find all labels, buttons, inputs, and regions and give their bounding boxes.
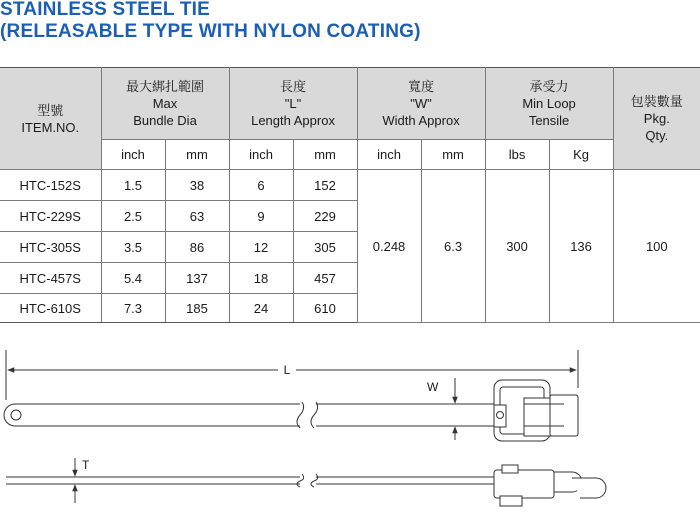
unit-tensile-kg: Kg xyxy=(549,140,613,170)
cell-length-inch: 6 xyxy=(229,170,293,201)
cell-length-mm: 610 xyxy=(293,294,357,323)
unit-tensile-lbs: lbs xyxy=(485,140,549,170)
cell-length-inch: 18 xyxy=(229,263,293,294)
cell-tensile-kg: 136 xyxy=(549,170,613,323)
cell-length-inch: 24 xyxy=(229,294,293,323)
cell-width-inch: 0.248 xyxy=(357,170,421,323)
unit-width-inch: inch xyxy=(357,140,421,170)
cell-width-mm: 6.3 xyxy=(421,170,485,323)
cell-bundle-mm: 185 xyxy=(165,294,229,323)
header-item-zh: 型號 xyxy=(37,102,64,118)
cell-length-mm: 305 xyxy=(293,232,357,263)
length-label: L xyxy=(283,363,291,377)
header-tensile-en1: Min Loop xyxy=(522,96,576,111)
header-tensile-en2: Tensile xyxy=(528,113,570,128)
cell-bundle-inch: 5.4 xyxy=(101,263,165,294)
header-qty-en2: Qty. xyxy=(645,128,669,143)
page-title-line-1: STAINLESS STEEL TIE xyxy=(0,0,211,20)
width-dimension xyxy=(440,378,494,440)
cell-bundle-mm: 86 xyxy=(165,232,229,263)
header-length-en1: "L" xyxy=(284,96,302,111)
cell-tensile-lbs: 300 xyxy=(485,170,549,323)
tie-side-view xyxy=(6,465,606,506)
cell-length-inch: 9 xyxy=(229,201,293,232)
header-tensile-zh: 承受力 xyxy=(529,79,569,94)
cell-bundle-mm: 63 xyxy=(165,201,229,232)
header-bundle xyxy=(101,68,229,140)
cell-bundle-inch: 1.5 xyxy=(101,170,165,201)
page-title-line-2: (RELEASABLE TYPE WITH NYLON COATING) xyxy=(0,21,421,42)
cell-item: HTC-610S xyxy=(0,294,101,323)
header-bundle-en2: Bundle Dia xyxy=(133,113,197,128)
cell-item: HTC-229S xyxy=(0,201,101,232)
cell-bundle-inch: 7.3 xyxy=(101,294,165,323)
header-qty-en1: Pkg. xyxy=(643,111,670,126)
thickness-label: T xyxy=(82,458,90,472)
cell-length-mm: 152 xyxy=(293,170,357,201)
header-length-zh: 長度 xyxy=(280,79,307,94)
table-row xyxy=(0,170,700,201)
cell-qty: 100 xyxy=(613,170,700,323)
header-width xyxy=(357,68,485,140)
cell-bundle-mm: 38 xyxy=(165,170,229,201)
header-bundle-zh: 最大綁扎範圍 xyxy=(126,79,205,94)
cell-bundle-inch: 3.5 xyxy=(101,232,165,263)
unit-bundle-mm: mm xyxy=(165,140,229,170)
cell-item: HTC-457S xyxy=(0,263,101,294)
cell-item: HTC-152S xyxy=(0,170,101,201)
header-width-en2: Width Approx xyxy=(382,113,460,128)
cell-bundle-inch: 2.5 xyxy=(101,201,165,232)
cell-length-inch: 12 xyxy=(229,232,293,263)
cell-item: HTC-305S xyxy=(0,232,101,263)
header-qty-zh: 包裝數量 xyxy=(630,94,683,109)
header-width-en1: "W" xyxy=(410,96,432,111)
header-width-zh: 寬度 xyxy=(408,79,435,94)
header-length-en2: Length Approx xyxy=(251,113,335,128)
header-item xyxy=(0,68,101,170)
cell-length-mm: 457 xyxy=(293,263,357,294)
unit-bundle-inch: inch xyxy=(101,140,165,170)
header-tensile xyxy=(485,68,613,140)
unit-length-inch: inch xyxy=(229,140,293,170)
width-label: W xyxy=(427,380,439,394)
unit-width-mm: mm xyxy=(421,140,485,170)
tie-technical-drawing xyxy=(0,340,700,516)
header-length xyxy=(229,68,357,140)
cell-length-mm: 229 xyxy=(293,201,357,232)
header-qty xyxy=(613,68,700,170)
cell-bundle-mm: 137 xyxy=(165,263,229,294)
unit-length-mm: mm xyxy=(293,140,357,170)
tie-top-view xyxy=(4,380,578,441)
header-bundle-en1: Max xyxy=(152,96,178,111)
spec-table xyxy=(0,67,700,323)
header-item-en: ITEM.NO. xyxy=(21,119,80,135)
